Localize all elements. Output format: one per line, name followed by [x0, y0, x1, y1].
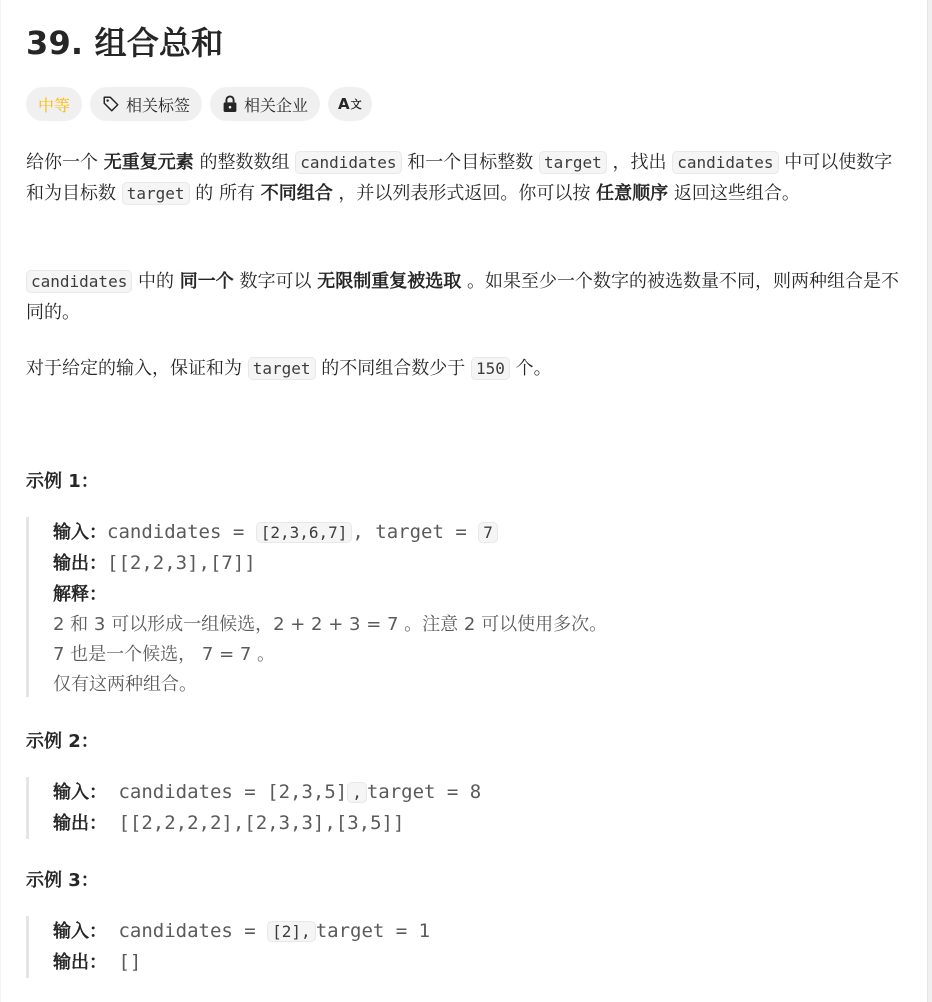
inline-code: [2],: [267, 921, 316, 942]
explain-label: 解释：: [53, 584, 107, 605]
output-label: 输出：: [53, 952, 107, 973]
tag-bar: [26, 87, 372, 121]
difficulty-label: 中等: [38, 95, 71, 115]
bold-text: 无重复元素: [103, 152, 194, 173]
description-paragraph-3: [26, 353, 906, 384]
text: 数字可以: [233, 271, 318, 292]
text: 中可以使数字和为目标数: [26, 152, 893, 204]
example-1-explain-line: 仅有这两种组合。: [53, 674, 197, 695]
difficulty-badge: [26, 87, 82, 121]
text: 。如果至少一个数字的被选数量不同，则两种组合是不同的。: [26, 271, 899, 323]
related-companies-button[interactable]: [210, 87, 320, 121]
related-tags-label: 相关标签: [126, 95, 191, 115]
example-2-input-row: [53, 777, 481, 808]
text: 的不同组合数少于: [315, 358, 471, 379]
input-text: candidates =: [107, 920, 268, 942]
input-text: candidates =: [107, 521, 256, 543]
text: 返回这些组合。: [668, 183, 800, 204]
example-1-explain-line: 2 和 3 可以形成一组候选，2 + 2 + 3 = 7 。注意 2 可以使用多次。: [53, 614, 608, 635]
text: 和一个目标整数: [401, 152, 539, 173]
tag-icon: [102, 95, 120, 113]
output-text: [[2,2,2,2],[2,3,3],[3,5]]: [107, 812, 405, 834]
input-label: 输入：: [53, 782, 107, 803]
example-2-output-row: [53, 808, 481, 839]
output-label: 输出：: [53, 813, 107, 834]
bold-text: 不同组合: [260, 183, 333, 204]
example-1-title: 示例 1：: [26, 471, 99, 492]
inline-code: 150: [471, 357, 510, 380]
input-text: candidates = [2,3,5]: [107, 781, 348, 803]
inline-code: candidates: [26, 270, 132, 293]
example-2-block: [26, 777, 481, 839]
inline-code: candidates: [672, 151, 778, 174]
inline-code: target: [539, 151, 607, 174]
description-paragraph-1: [26, 147, 906, 209]
translate-letter: A: [338, 95, 350, 113]
example-1-explain-line: 7 也是一个候选， 7 = 7 。: [53, 644, 276, 665]
text: 给你一个: [26, 152, 104, 173]
inline-code: target: [122, 182, 190, 205]
problem-title: 39. 组合总和: [26, 24, 224, 62]
text: ，并以列表形式返回。你可以按: [332, 183, 597, 204]
bold-text: 同一个: [179, 271, 234, 292]
related-tags-button[interactable]: [90, 87, 202, 121]
translate-sub-glyph: 文: [350, 98, 362, 111]
example-3-block: [26, 916, 430, 978]
text: 中的: [132, 271, 180, 292]
related-companies-label: 相关企业: [244, 95, 309, 115]
inline-code: candidates: [295, 151, 401, 174]
example-3-title: 示例 3：: [26, 870, 99, 891]
bold-text: 无限制重复被选取: [317, 271, 462, 292]
text: 对于给定的输入，保证和为: [26, 358, 248, 379]
example-1-output-row: [53, 548, 607, 579]
example-1-explain-label-row: [53, 579, 607, 610]
example-3-input-row: [53, 916, 430, 947]
panel-scrollbar-edge[interactable]: [927, 0, 932, 1002]
input-text: , target =: [352, 521, 479, 543]
input-label: 输入：: [53, 921, 107, 942]
example-2-title: 示例 2：: [26, 731, 99, 752]
example-1-input-row: [53, 517, 607, 548]
translate-button[interactable]: [328, 87, 372, 121]
output-text: [[2,2,3],[7]]: [107, 552, 256, 574]
input-label: 输入：: [53, 522, 107, 543]
text: ，找出: [606, 152, 673, 173]
inline-code: target: [248, 357, 316, 380]
example-3-output-row: [53, 947, 430, 978]
input-text: target = 1: [315, 920, 431, 942]
output-text: []: [107, 951, 142, 973]
text: 个。: [509, 358, 552, 379]
inline-code: ,: [347, 782, 367, 803]
text: 的整数数组: [193, 152, 296, 173]
input-text: target = 8: [366, 781, 482, 803]
translate-icon: [338, 95, 362, 113]
lock-icon: [222, 95, 238, 113]
left-edge: [0, 0, 1, 1002]
example-1-block: [26, 517, 607, 697]
inline-code: 7: [478, 522, 498, 543]
text: 的 所有: [189, 183, 261, 204]
inline-code: [2,3,6,7]: [256, 522, 353, 543]
output-label: 输出：: [53, 553, 107, 574]
description-paragraph-2: [26, 266, 906, 328]
bold-text: 任意顺序: [596, 183, 669, 204]
